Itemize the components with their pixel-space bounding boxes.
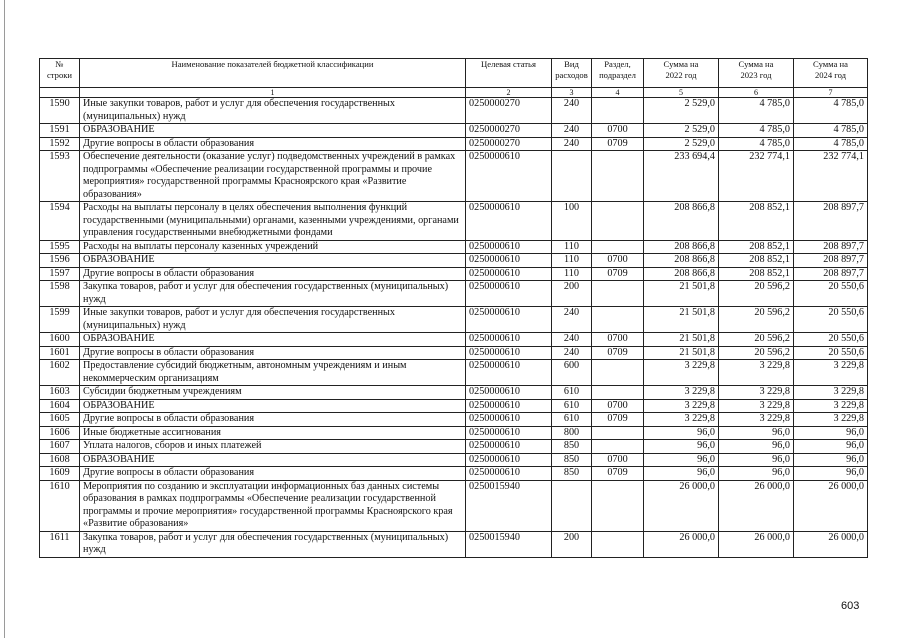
row-type: 100 xyxy=(552,202,592,241)
row-sum-2024: 96,0 xyxy=(794,453,868,467)
row-name: ОБРАЗОВАНИЕ xyxy=(80,453,466,467)
header-sum-2022: Сумма на 2022 год xyxy=(644,59,719,88)
row-section xyxy=(592,98,644,124)
row-section xyxy=(592,307,644,333)
table-row xyxy=(40,360,868,386)
scan-edge-line xyxy=(4,0,5,638)
row-sum-2022: 3 229,8 xyxy=(644,386,719,400)
row-sum-2022: 21 501,8 xyxy=(644,333,719,347)
row-section xyxy=(592,531,644,557)
row-type: 850 xyxy=(552,467,592,481)
row-sum-2022: 208 866,8 xyxy=(644,240,719,254)
row-type: 600 xyxy=(552,360,592,386)
row-target: 0250000610 xyxy=(466,360,552,386)
row-sum-2022: 208 866,8 xyxy=(644,202,719,241)
row-sum-2024: 208 897,7 xyxy=(794,202,868,241)
row-type: 610 xyxy=(552,386,592,400)
row-sum-2023: 26 000,0 xyxy=(719,480,794,531)
row-number: 1610 xyxy=(40,480,80,531)
row-section: 0700 xyxy=(592,399,644,413)
row-sum-2024: 26 000,0 xyxy=(794,531,868,557)
table-row xyxy=(40,467,868,481)
row-section xyxy=(592,202,644,241)
table-row xyxy=(40,137,868,151)
column-number: 4 xyxy=(592,88,644,98)
header-name: Наименование показателей бюджетной классификации xyxy=(80,59,466,88)
row-type: 240 xyxy=(552,307,592,333)
row-sum-2023: 208 852,1 xyxy=(719,267,794,281)
row-sum-2022: 96,0 xyxy=(644,467,719,481)
row-section xyxy=(592,386,644,400)
row-sum-2024: 20 550,6 xyxy=(794,307,868,333)
row-target: 0250015940 xyxy=(466,531,552,557)
row-sum-2024: 96,0 xyxy=(794,426,868,440)
row-number: 1596 xyxy=(40,254,80,268)
row-number: 1590 xyxy=(40,98,80,124)
row-section: 0709 xyxy=(592,267,644,281)
row-sum-2023: 20 596,2 xyxy=(719,333,794,347)
column-number xyxy=(40,88,80,98)
row-type: 850 xyxy=(552,453,592,467)
row-target: 0250000610 xyxy=(466,467,552,481)
row-target: 0250000610 xyxy=(466,307,552,333)
row-type: 240 xyxy=(552,98,592,124)
row-name: Другие вопросы в области образования xyxy=(80,267,466,281)
row-sum-2024: 20 550,6 xyxy=(794,281,868,307)
row-sum-2022: 2 529,0 xyxy=(644,98,719,124)
row-name: Другие вопросы в области образования xyxy=(80,413,466,427)
row-number: 1598 xyxy=(40,281,80,307)
row-sum-2024: 232 774,1 xyxy=(794,151,868,202)
row-name: Предоставление субсидий бюджетным, автономным учреждениям и иным некоммерческим организациям xyxy=(80,360,466,386)
row-target: 0250000610 xyxy=(466,346,552,360)
row-sum-2023: 96,0 xyxy=(719,426,794,440)
table-row xyxy=(40,480,868,531)
table-row xyxy=(40,399,868,413)
row-section: 0709 xyxy=(592,467,644,481)
row-sum-2024: 4 785,0 xyxy=(794,98,868,124)
table-row xyxy=(40,426,868,440)
table-row xyxy=(40,440,868,454)
row-sum-2023: 4 785,0 xyxy=(719,137,794,151)
row-sum-2024: 26 000,0 xyxy=(794,480,868,531)
row-sum-2024: 4 785,0 xyxy=(794,124,868,138)
row-name: Иные закупки товаров, работ и услуг для обеспечения государственных (муниципальных) нужд xyxy=(80,307,466,333)
table-row xyxy=(40,254,868,268)
row-number: 1603 xyxy=(40,386,80,400)
row-type: 200 xyxy=(552,531,592,557)
column-number: 3 xyxy=(552,88,592,98)
row-sum-2022: 26 000,0 xyxy=(644,531,719,557)
row-section xyxy=(592,426,644,440)
row-sum-2024: 208 897,7 xyxy=(794,240,868,254)
row-number: 1607 xyxy=(40,440,80,454)
row-sum-2022: 2 529,0 xyxy=(644,137,719,151)
table-row xyxy=(40,124,868,138)
row-section xyxy=(592,151,644,202)
budget-table xyxy=(39,58,868,558)
row-target: 0250000610 xyxy=(466,453,552,467)
table-row xyxy=(40,98,868,124)
page-number: 603 xyxy=(841,600,860,612)
row-target: 0250000610 xyxy=(466,399,552,413)
row-sum-2023: 96,0 xyxy=(719,440,794,454)
row-target: 0250000270 xyxy=(466,98,552,124)
row-number: 1594 xyxy=(40,202,80,241)
row-name: Закупка товаров, работ и услуг для обеспечения государственных (муниципальных) нужд xyxy=(80,531,466,557)
row-name: Субсидии бюджетным учреждениям xyxy=(80,386,466,400)
row-type: 850 xyxy=(552,440,592,454)
row-sum-2023: 3 229,8 xyxy=(719,386,794,400)
row-number: 1605 xyxy=(40,413,80,427)
row-sum-2023: 208 852,1 xyxy=(719,254,794,268)
row-section xyxy=(592,480,644,531)
row-target: 0250000610 xyxy=(466,413,552,427)
row-sum-2022: 208 866,8 xyxy=(644,254,719,268)
row-sum-2023: 3 229,8 xyxy=(719,413,794,427)
row-sum-2022: 2 529,0 xyxy=(644,124,719,138)
row-target: 0250000610 xyxy=(466,440,552,454)
row-name: Расходы на выплаты персоналу казенных учреждений xyxy=(80,240,466,254)
row-target: 0250000270 xyxy=(466,124,552,138)
row-sum-2023: 20 596,2 xyxy=(719,307,794,333)
table-row xyxy=(40,202,868,241)
row-sum-2022: 96,0 xyxy=(644,440,719,454)
row-type: 240 xyxy=(552,346,592,360)
row-sum-2022: 21 501,8 xyxy=(644,307,719,333)
row-number: 1602 xyxy=(40,360,80,386)
row-type: 240 xyxy=(552,124,592,138)
row-name: Иные закупки товаров, работ и услуг для обеспечения государственных (муниципальных) нужд xyxy=(80,98,466,124)
header-section: Раздел, подраздел xyxy=(592,59,644,88)
row-sum-2024: 3 229,8 xyxy=(794,413,868,427)
table-row xyxy=(40,346,868,360)
row-sum-2023: 96,0 xyxy=(719,453,794,467)
row-target: 0250000610 xyxy=(466,267,552,281)
header-type: Вид расходов xyxy=(552,59,592,88)
row-number: 1608 xyxy=(40,453,80,467)
table-row xyxy=(40,307,868,333)
row-target: 0250000610 xyxy=(466,202,552,241)
row-type: 610 xyxy=(552,413,592,427)
row-name: Другие вопросы в области образования xyxy=(80,346,466,360)
row-number: 1591 xyxy=(40,124,80,138)
row-target: 0250000610 xyxy=(466,333,552,347)
row-sum-2022: 208 866,8 xyxy=(644,267,719,281)
row-sum-2024: 208 897,7 xyxy=(794,254,868,268)
row-number: 1592 xyxy=(40,137,80,151)
column-number: 6 xyxy=(719,88,794,98)
row-sum-2024: 20 550,6 xyxy=(794,346,868,360)
row-name: Обеспечение деятельности (оказание услуг) подведомственных учреждений в рамках подпрограммы «Обеспечение реализации государственной программы и прочие мероприятия» государственной программы Красноярского края «Развитие образования» xyxy=(80,151,466,202)
row-number: 1611 xyxy=(40,531,80,557)
row-type xyxy=(552,480,592,531)
row-sum-2022: 26 000,0 xyxy=(644,480,719,531)
row-target: 0250000610 xyxy=(466,386,552,400)
row-section: 0709 xyxy=(592,413,644,427)
header-target: Целевая статья xyxy=(466,59,552,88)
row-section: 0700 xyxy=(592,333,644,347)
row-name: Мероприятия по созданию и эксплуатации информационных баз данных системы образования в рамках подпрограммы «Обеспечение реализации государственной программы и прочие мероприятия» государственной программы Красноярского края «Развитие образования» xyxy=(80,480,466,531)
column-number: 7 xyxy=(794,88,868,98)
row-sum-2022: 21 501,8 xyxy=(644,281,719,307)
table-row xyxy=(40,240,868,254)
table-row xyxy=(40,531,868,557)
row-section: 0700 xyxy=(592,124,644,138)
row-type: 110 xyxy=(552,240,592,254)
row-number: 1601 xyxy=(40,346,80,360)
row-type: 110 xyxy=(552,254,592,268)
row-sum-2023: 3 229,8 xyxy=(719,360,794,386)
row-number: 1593 xyxy=(40,151,80,202)
row-target: 0250000610 xyxy=(466,281,552,307)
column-numbers-row xyxy=(40,88,868,98)
row-type xyxy=(552,151,592,202)
row-sum-2022: 3 229,8 xyxy=(644,399,719,413)
row-section: 0709 xyxy=(592,137,644,151)
row-sum-2023: 20 596,2 xyxy=(719,346,794,360)
row-section xyxy=(592,360,644,386)
row-sum-2024: 3 229,8 xyxy=(794,360,868,386)
row-section xyxy=(592,440,644,454)
header-row-number: № строки xyxy=(40,59,80,88)
row-number: 1604 xyxy=(40,399,80,413)
row-sum-2024: 208 897,7 xyxy=(794,267,868,281)
row-number: 1606 xyxy=(40,426,80,440)
table-row xyxy=(40,386,868,400)
row-name: Другие вопросы в области образования xyxy=(80,467,466,481)
row-sum-2023: 20 596,2 xyxy=(719,281,794,307)
row-number: 1599 xyxy=(40,307,80,333)
row-type: 200 xyxy=(552,281,592,307)
row-sum-2024: 3 229,8 xyxy=(794,399,868,413)
row-target: 0250000610 xyxy=(466,240,552,254)
table-row xyxy=(40,453,868,467)
row-type: 110 xyxy=(552,267,592,281)
row-sum-2022: 96,0 xyxy=(644,453,719,467)
table-header xyxy=(40,59,868,98)
row-sum-2022: 96,0 xyxy=(644,426,719,440)
row-name: Закупка товаров, работ и услуг для обеспечения государственных (муниципальных) нужд xyxy=(80,281,466,307)
row-sum-2024: 96,0 xyxy=(794,467,868,481)
row-sum-2024: 3 229,8 xyxy=(794,386,868,400)
row-name: Уплата налогов, сборов и иных платежей xyxy=(80,440,466,454)
row-sum-2023: 96,0 xyxy=(719,467,794,481)
row-number: 1609 xyxy=(40,467,80,481)
row-sum-2023: 26 000,0 xyxy=(719,531,794,557)
column-number: 2 xyxy=(466,88,552,98)
row-name: Другие вопросы в области образования xyxy=(80,137,466,151)
row-name: ОБРАЗОВАНИЕ xyxy=(80,254,466,268)
table-row xyxy=(40,413,868,427)
row-target: 0250000270 xyxy=(466,137,552,151)
row-sum-2023: 4 785,0 xyxy=(719,124,794,138)
row-number: 1600 xyxy=(40,333,80,347)
row-sum-2022: 3 229,8 xyxy=(644,360,719,386)
row-name: ОБРАЗОВАНИЕ xyxy=(80,124,466,138)
row-sum-2023: 4 785,0 xyxy=(719,98,794,124)
row-number: 1597 xyxy=(40,267,80,281)
row-name: Расходы на выплаты персоналу в целях обеспечения выполнения функций государственными (муниципальными) органами, казенными учреждениями, органами управления государственными внебюджетными фондами xyxy=(80,202,466,241)
row-sum-2022: 3 229,8 xyxy=(644,413,719,427)
row-sum-2023: 232 774,1 xyxy=(719,151,794,202)
column-number: 1 xyxy=(80,88,466,98)
row-sum-2022: 21 501,8 xyxy=(644,346,719,360)
column-number: 5 xyxy=(644,88,719,98)
row-name: ОБРАЗОВАНИЕ xyxy=(80,333,466,347)
row-type: 800 xyxy=(552,426,592,440)
row-target: 0250015940 xyxy=(466,480,552,531)
row-name: ОБРАЗОВАНИЕ xyxy=(80,399,466,413)
row-sum-2023: 208 852,1 xyxy=(719,240,794,254)
row-section: 0700 xyxy=(592,453,644,467)
row-type: 240 xyxy=(552,137,592,151)
row-sum-2023: 208 852,1 xyxy=(719,202,794,241)
row-section: 0700 xyxy=(592,254,644,268)
row-sum-2024: 20 550,6 xyxy=(794,333,868,347)
table-row xyxy=(40,151,868,202)
row-target: 0250000610 xyxy=(466,151,552,202)
header-sum-2023: Сумма на 2023 год xyxy=(719,59,794,88)
header-sum-2024: Сумма на 2024 год xyxy=(794,59,868,88)
row-section xyxy=(592,240,644,254)
table-row xyxy=(40,281,868,307)
table-row xyxy=(40,267,868,281)
row-section xyxy=(592,281,644,307)
row-sum-2023: 3 229,8 xyxy=(719,399,794,413)
row-sum-2024: 4 785,0 xyxy=(794,137,868,151)
row-target: 0250000610 xyxy=(466,426,552,440)
row-number: 1595 xyxy=(40,240,80,254)
row-name: Иные бюджетные ассигнования xyxy=(80,426,466,440)
row-sum-2022: 233 694,4 xyxy=(644,151,719,202)
row-sum-2024: 96,0 xyxy=(794,440,868,454)
row-type: 610 xyxy=(552,399,592,413)
row-type: 240 xyxy=(552,333,592,347)
row-target: 0250000610 xyxy=(466,254,552,268)
table-body xyxy=(40,98,868,558)
table-row xyxy=(40,333,868,347)
row-section: 0709 xyxy=(592,346,644,360)
